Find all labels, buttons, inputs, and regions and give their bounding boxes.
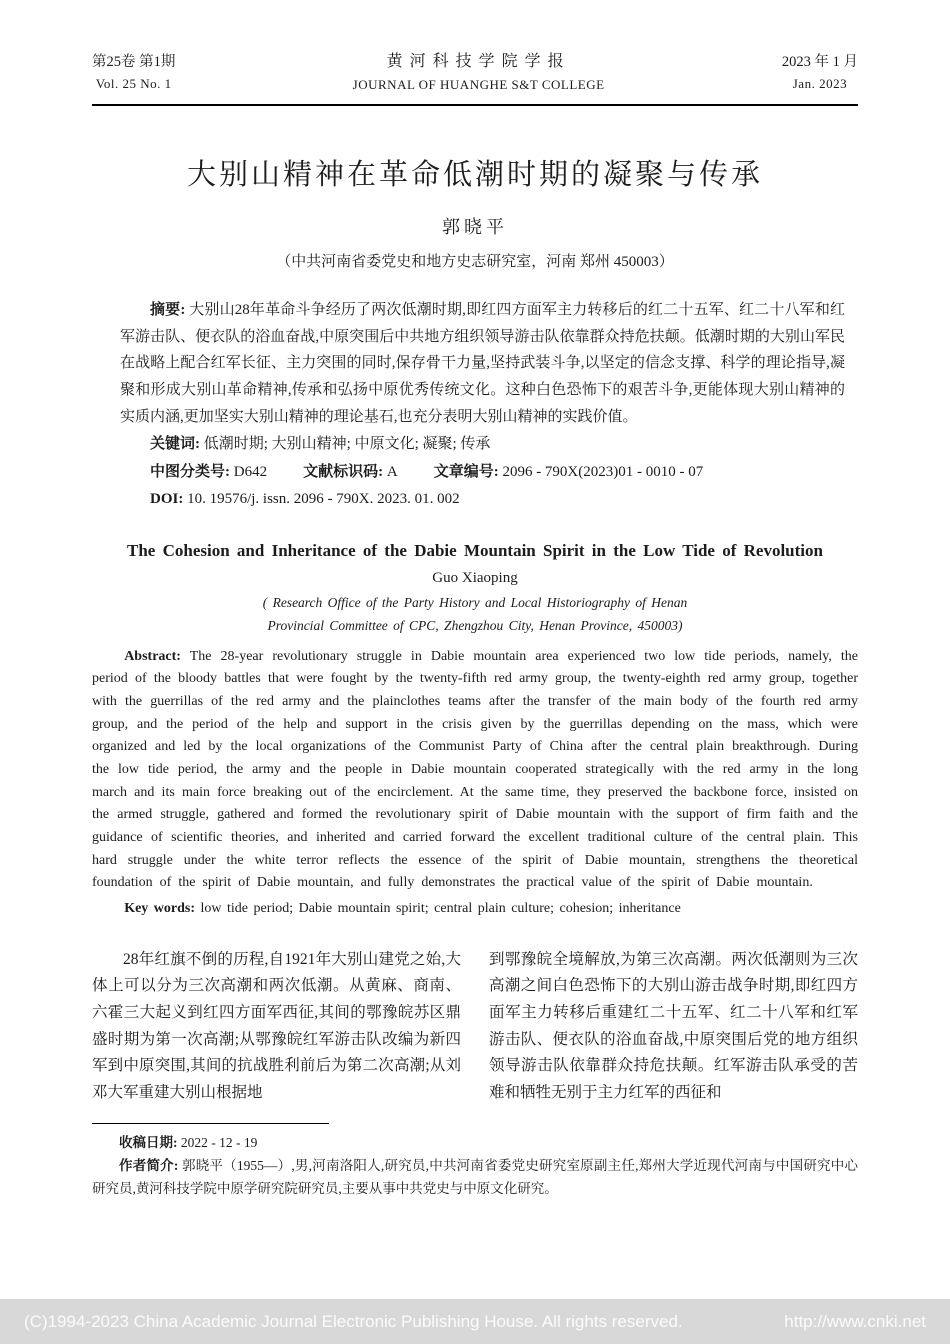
keywords-en-label: Key words: (124, 901, 196, 917)
clc-value: D642 (233, 463, 268, 480)
cnki-url-link[interactable]: http://www.cnki.net (784, 1311, 926, 1331)
body-paragraph-right: 到鄂豫皖全境解放,为第三次高潮。两次低潮则为三次高潮之间白色恐怖下的大别山游击战争时期,即红四方面军主力转移后重建红二十五军、红二十八军和红军游击队、便衣队的浴血奋战,中原突围后党的地方组织领导游击队依靠群众持危扶颠。红军游击队承受的苦难和牺牲无别于主力红军的西征和 (489, 950, 858, 1102)
article-id-pair (434, 464, 704, 480)
body-column-left (92, 947, 461, 1107)
doc-code-pair (303, 464, 398, 480)
abstract-zh (92, 297, 858, 430)
abstract-en-label: Abstract: (124, 648, 181, 664)
doi-line (92, 487, 858, 513)
journal-title-zh: 黄河科技学院学报 (386, 53, 571, 70)
keywords-zh-line (92, 432, 858, 458)
issue-date-block (782, 51, 858, 94)
volume-issue-block (92, 51, 175, 94)
abstract-zh-text: 大别山28年革命斗争经历了两次低潮时期,即红四方面军主力转移后的红二十五军、红二十八军和红军游击队、便衣队的浴血奋战,中原突围后中共地方组织领导游击队依靠群众持危扶颠。低潮时期的大别山军民在战略上配合红军长征、主力突围的同时,保存骨干力量,坚持武装斗争,以坚定的信念支撑、科学的理论指导,凝聚和形成大别山革命精神,传承和弘扬中原优秀传统文化。这种白色恐怖下的艰苦斗争,更能体现大别山精神的实质内涵,更加坚实大别山精神的理论基石,也充分表明大别山精神的实践价值。 (120, 301, 846, 425)
article-title-en: The Cohesion and Inheritance of the Dabie Mountain Spirit in the Low Tide of Revolution (127, 540, 823, 560)
clc-pair (150, 464, 267, 480)
received-date-label: 收稿日期: (119, 1134, 178, 1150)
clc-label: 中图分类号: (150, 463, 230, 480)
keywords-zh-text: 低潮时期; 大别山精神; 中原文化; 凝聚; 传承 (203, 436, 491, 453)
body-two-columns (92, 947, 858, 1107)
abstract-en-text: The 28-year revolutionary struggle in Dabie mountain area experienced two low tide periods, namely, the period of the bloody battles that were fought by the twenty-fifth red army group, the twenty-eighth red army group, together with the guerrillas of the red army and the plainclothes teams after the transfer of the main body of the fourth red army group, and the period of the help and support in the crisis given by the guerrillas depending on the mass, which were organized and led by the local organizations of the Communist Party of China after the central plain breakthrough. During the low tide period, the army and the people in Dabie mountain cooperated strategically with the red army in the long march and its main force breaking out of the encirclement. At the same time, they preserved the backbone force, insisted on the armed struggle, gathered and formed the revolutionary spirit of Dabie mountain with the support of firm faith and the guidance of scientific theories, and inherited and carried forward the excellent traditional culture of the central plain. This hard struggle under the white terror reflects the essence of the spirit of Dabie mountain, strengthens the theoretical foundation of the spirit of Dabie mountain, and fully demonstrates the practical value of the spirit of Dabie mountain. (92, 648, 859, 891)
author-bio-text: 郭晓平（1955—）,男,河南洛阳人,研究员,中共河南省委党史研究室原副主任,郑州大学近现代河南与中国研究中心研究员,黄河科技学院中原学研究院研究员,主要从事中共党史与中原文化研究。 (92, 1157, 859, 1197)
author-name-en: Guo Xiaoping (432, 569, 518, 586)
volume-issue-en: Vol. 25 No. 1 (95, 75, 172, 91)
keywords-zh-label: 关键词: (150, 436, 200, 453)
body-paragraph-left: 28年红旗不倒的历程,自1921年大别山建党之始,大体上可以分为三次高潮和两次低潮。从黄麻、商南、六霍三大起义到红四方面军西征,其间的鄂豫皖苏区鼎盛时期为第一次高潮;从鄂豫皖红军游击队改编为新四军到中原突围,其间的抗战胜利前后为第二次高潮;从刘邓大军重建大别山根据地 (92, 950, 461, 1102)
classification-line (92, 460, 858, 486)
received-date-value: 2022 - 12 - 19 (180, 1134, 258, 1150)
affiliation-en (92, 592, 858, 638)
author-bio-line (92, 1154, 858, 1200)
article-id-value: 2096 - 790X(2023)01 - 0010 - 07 (502, 463, 704, 480)
affiliation-en-line2: Provincial Committee of CPC, Zhengzhou City, Henan Province, 450003) (267, 617, 683, 633)
footnote-divider (92, 1123, 329, 1124)
footnote-block (92, 1123, 858, 1201)
affiliation-zh: （中共河南省委党史和地方史志研究室，河南 郑州 450003） (276, 253, 674, 270)
abstract-en (92, 646, 858, 895)
header-divider (92, 104, 858, 106)
abstract-zh-label: 摘要: (150, 301, 186, 318)
journal-title-block (353, 50, 605, 95)
doc-code-value: A (386, 463, 398, 480)
doc-code-label: 文献标识码: (303, 463, 384, 480)
received-date-line (92, 1131, 858, 1154)
issue-date-en: Jan. 2023 (792, 75, 848, 91)
volume-issue-zh: 第25卷 第1期 (92, 54, 176, 71)
article-title-zh: 大别山精神在革命低潮时期的凝聚与传承 (186, 158, 763, 191)
keywords-en-text: low tide period; Dabie mountain spirit; central plain culture; cohesion; inheritance (200, 901, 681, 917)
issue-date-zh: 2023 年 1 月 (781, 54, 858, 71)
author-name-zh: 郭晓平 (442, 216, 508, 237)
doi-label: DOI: (150, 491, 184, 508)
journal-header (92, 50, 858, 95)
journal-title-en: JOURNAL OF HUANGHE S&T COLLEGE (352, 76, 605, 92)
affiliation-en-line1: ( Research Office of the Party History and Local Historiography of Henan (262, 594, 688, 610)
keywords-en-line (92, 898, 858, 921)
body-column-right (489, 947, 858, 1107)
cnki-footer-bar (0, 1299, 950, 1344)
article-id-label: 文章编号: (433, 463, 499, 480)
copyright-text: (C)1994-2023 China Academic Journal Electronic Publishing House. All rights reserved. (24, 1311, 683, 1331)
doi-value: 10. 19576/j. issn. 2096 - 790X. 2023. 01. 002 (187, 491, 460, 508)
author-bio-label: 作者简介: (119, 1157, 179, 1173)
